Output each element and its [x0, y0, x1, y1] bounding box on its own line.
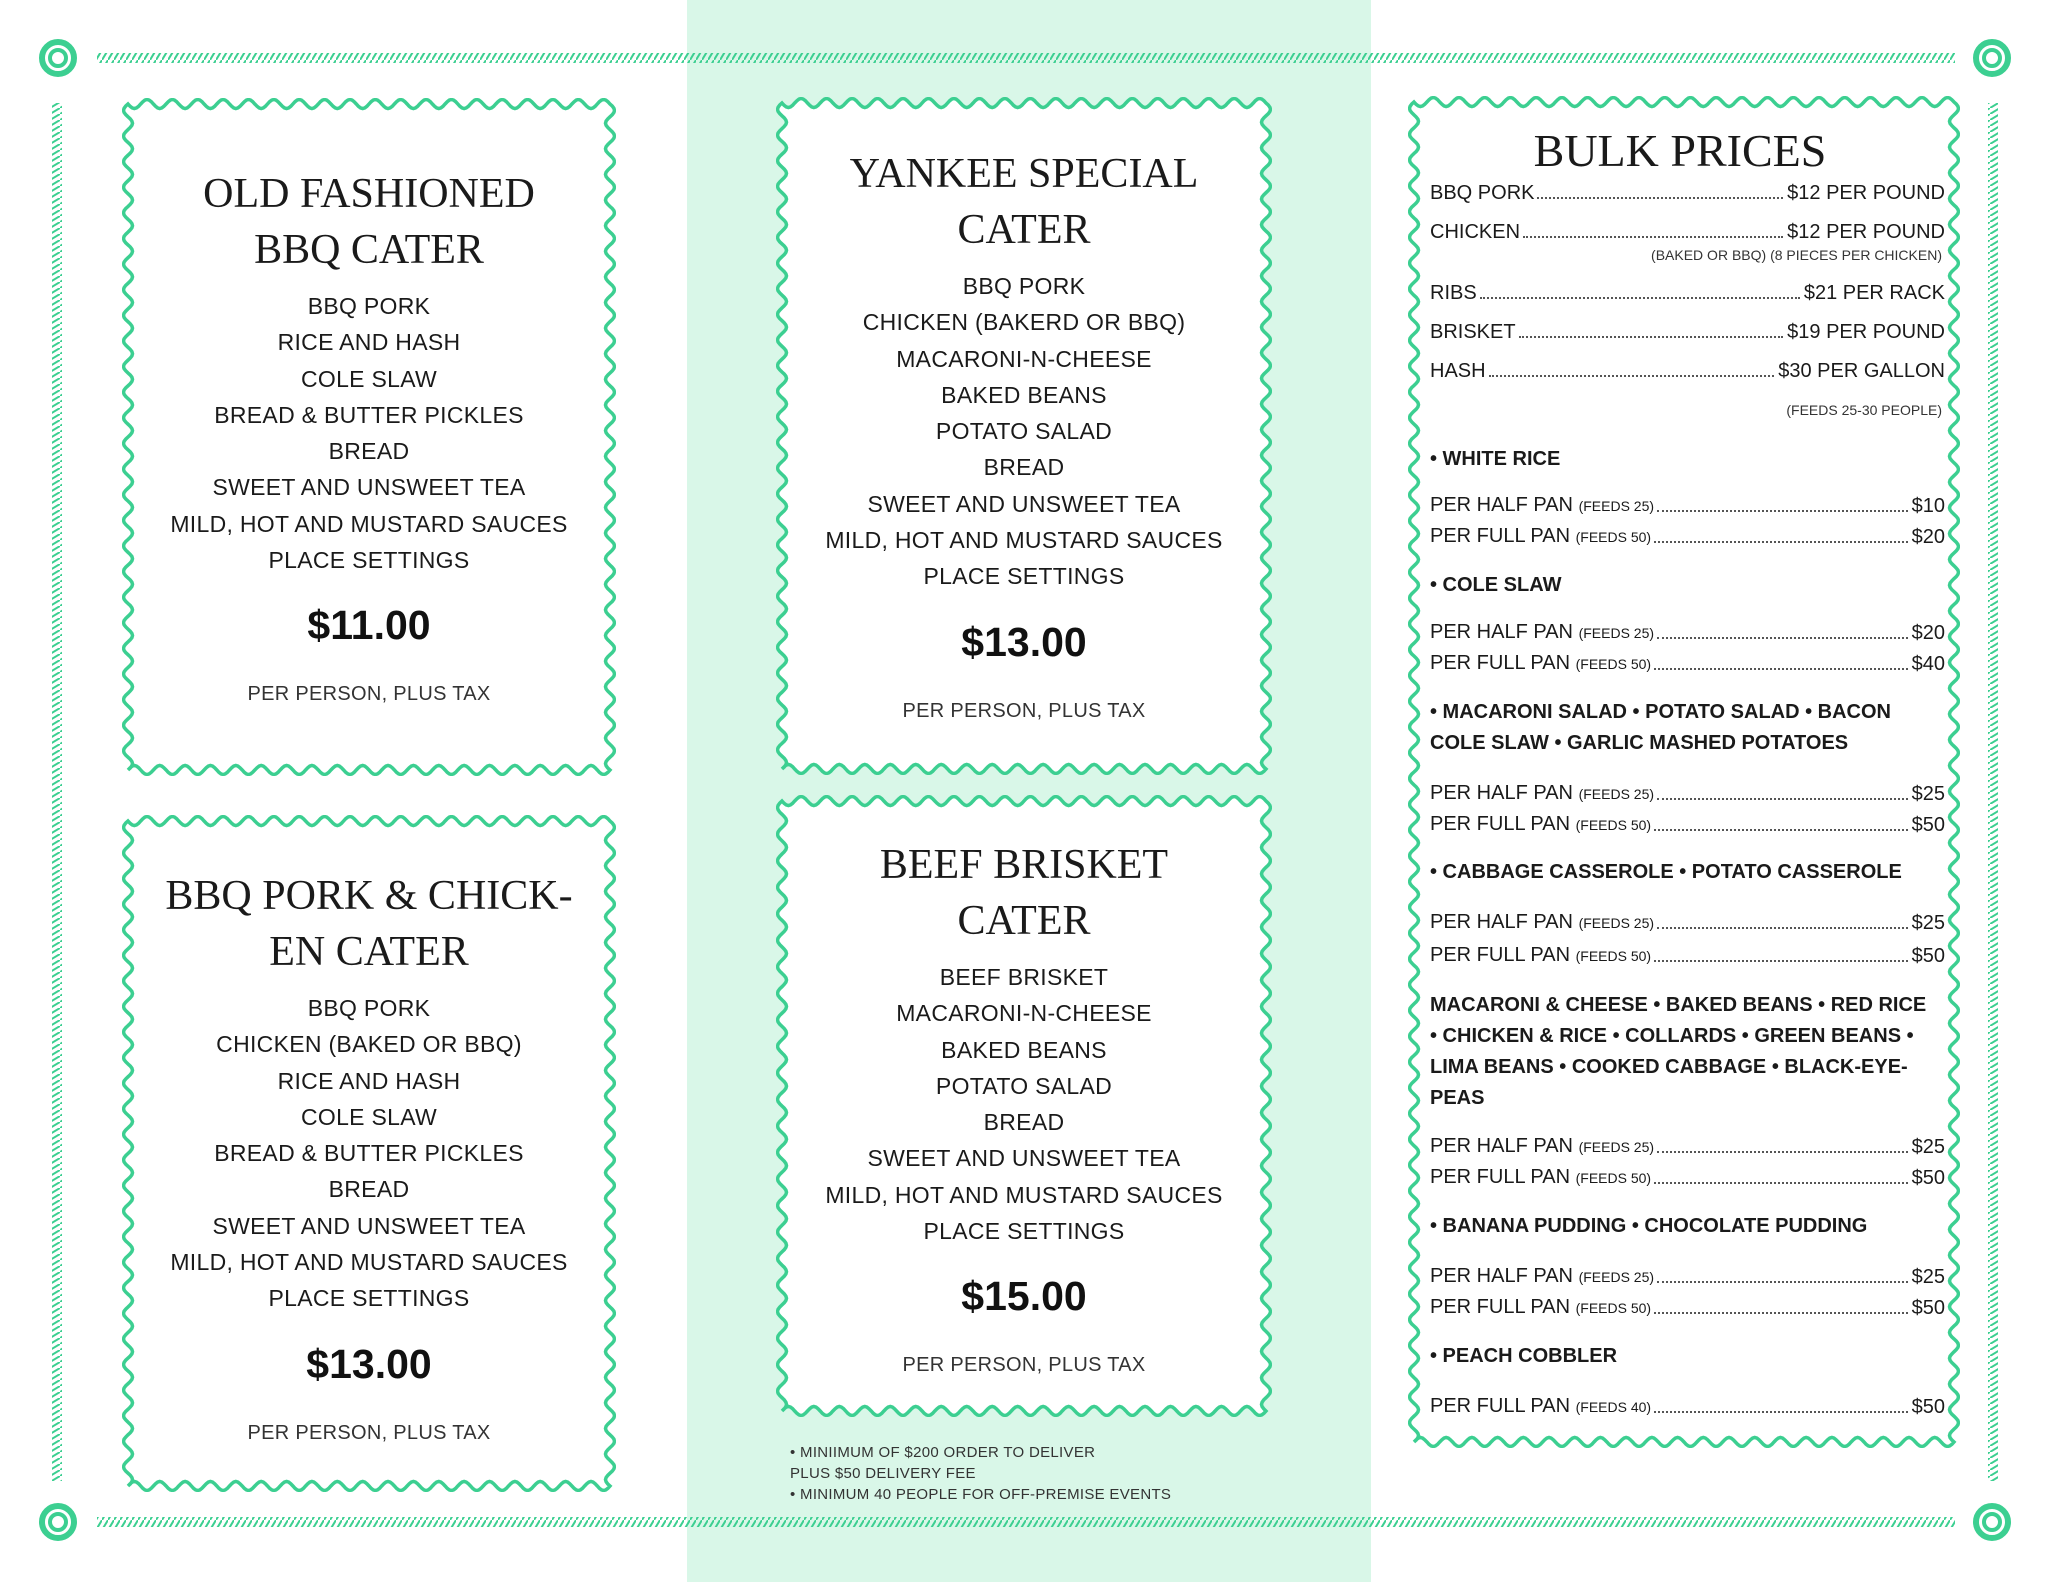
bulk-pan-row: PER FULL PAN (FEEDS 50) $20 [1430, 525, 1945, 548]
cater-item-list [776, 959, 1272, 1249]
cater-item: MILD, HOT AND MUSTARD SAUCES [170, 510, 568, 537]
cater-card-yankee-special [776, 97, 1272, 775]
bulk-side-heading: • WHITE RICE [1430, 448, 1561, 470]
bulk-pan-row: PER FULL PAN (FEEDS 50) $40 [1430, 652, 1945, 675]
cater-item: CHICKEN (BAKED OR BBQ) [216, 1031, 522, 1058]
bulk-pan-row: PER FULL PAN (FEEDS 50) $50 [1430, 813, 1945, 836]
cater-item: MILD, HOT AND MUSTARD SAUCES [825, 527, 1223, 554]
bulk-side-heading: • COLE SLAW [1430, 574, 1562, 596]
cater-item: COLE SLAW [300, 1103, 438, 1130]
cater-item: MILD, HOT AND MUSTARD SAUCES [825, 1181, 1223, 1208]
cater-item: PLACE SETTINGS [268, 547, 470, 574]
cater-card-beef-brisket [776, 795, 1272, 1417]
cater-title: OLD FASHIONED BBQ CATER [203, 171, 535, 273]
bulk-meat-row: BBQ PORK $12 PER POUND [1430, 182, 1945, 204]
cater-item: MACARONI-N-CHEESE [896, 345, 1152, 372]
bulk-pan-row: PER HALF PAN (FEEDS 25) $25 [1430, 911, 1945, 934]
bulk-meat-note: (FEEDS 25-30 PEOPLE) [1786, 402, 1942, 418]
bulk-pan-row: PER HALF PAN (FEEDS 25) $25 [1430, 782, 1945, 805]
bulk-pan-row: PER FULL PAN (FEEDS 50) $50 [1430, 1166, 1945, 1189]
cater-price-note: PER PERSON, PLUS TAX [902, 1354, 1146, 1377]
cater-price: $13.00 [306, 1340, 432, 1387]
cater-price-note: PER PERSON, PLUS TAX [902, 699, 1146, 722]
cater-item: POTATO SALAD [935, 418, 1113, 445]
cater-item: BAKED BEANS [941, 1036, 1107, 1063]
cater-price: $11.00 [307, 602, 431, 649]
cater-item: PLACE SETTINGS [923, 1218, 1125, 1245]
cater-item: BREAD [983, 454, 1065, 481]
bulk-meat-row: HASH $30 PER GALLON [1430, 360, 1945, 382]
bulk-pan-row: PER HALF PAN (FEEDS 25) $25 [1430, 1265, 1945, 1288]
cater-item: BREAD [328, 1176, 410, 1203]
delivery-note: • MINIMUM 40 PEOPLE FOR OFF-PREMISE EVENTS [790, 1486, 1172, 1503]
bulk-prices-title: BULK PRICES [1533, 125, 1827, 176]
bulk-side-heading: • MACARONI SALAD • POTATO SALAD • BACON COLE SLAW • GARLIC MASHED POTATOES [1430, 701, 1891, 754]
bulk-meat-row: CHICKEN $12 PER POUND [1430, 221, 1945, 243]
cater-item: MILD, HOT AND MUSTARD SAUCES [170, 1249, 568, 1276]
cater-item: BBQ PORK [307, 995, 431, 1021]
bulk-pan-row: PER HALF PAN (FEEDS 25) $25 [1430, 1135, 1945, 1158]
cater-title: BEEF BRISKET CATER [879, 842, 1169, 944]
cater-item: SWEET AND UNSWEET TEA [867, 1145, 1181, 1172]
bulk-pan-row: PER FULL PAN (FEEDS 40) $50 [1430, 1395, 1945, 1418]
cater-item: POTATO SALAD [935, 1072, 1113, 1099]
cater-item: BBQ PORK [962, 273, 1086, 299]
cater-item: CHICKEN (BAKERD OR BBQ) [862, 309, 1186, 336]
cater-item: RICE AND HASH [277, 329, 461, 356]
bulk-pan-row: PER FULL PAN (FEEDS 50) $50 [1430, 1296, 1945, 1319]
bulk-side-heading: • CABBAGE CASSEROLE • POTATO CASSEROLE [1430, 861, 1902, 883]
cater-item: BEEF BRISKET [939, 964, 1109, 990]
cater-item-list [776, 268, 1272, 595]
bulk-pan-row: PER FULL PAN (FEEDS 50) $50 [1430, 944, 1945, 967]
cater-item: BBQ PORK [307, 293, 431, 319]
delivery-notes [790, 1442, 1171, 1505]
cater-item: PLACE SETTINGS [923, 563, 1125, 590]
cater-price-note: PER PERSON, PLUS TAX [247, 683, 491, 706]
bulk-meat-row: RIBS $21 PER RACK [1430, 282, 1945, 304]
cater-card-old-fashioned [122, 98, 616, 776]
cater-title: BBQ PORK & CHICK- EN CATER [165, 873, 573, 975]
cater-item: BREAD [983, 1109, 1065, 1136]
bulk-side-heading: • BANANA PUDDING • CHOCOLATE PUDDING [1430, 1215, 1868, 1237]
bulk-meat-note: (BAKED OR BBQ) (8 PIECES PER CHICKEN) [1651, 247, 1942, 263]
cater-item: MACARONI-N-CHEESE [896, 1000, 1152, 1027]
cater-item: SWEET AND UNSWEET TEA [867, 490, 1181, 517]
delivery-note: • MINIIMUM OF $200 ORDER TO DELIVER [790, 1444, 1096, 1461]
cater-price: $15.00 [961, 1273, 1087, 1320]
cater-price-note: PER PERSON, PLUS TAX [247, 1421, 491, 1444]
cater-title: YANKEE SPECIAL CATER [849, 151, 1199, 253]
cater-item: BREAD & BUTTER PICKLES [214, 1140, 524, 1167]
cater-item: BAKED BEANS [941, 381, 1107, 408]
cater-item-list [122, 288, 616, 578]
cater-item: SWEET AND UNSWEET TEA [212, 474, 526, 501]
cater-price: $13.00 [961, 618, 1087, 665]
cater-item: RICE AND HASH [277, 1067, 461, 1094]
cater-item-list [122, 990, 616, 1317]
cater-card-bbq-pork-chicken [122, 815, 616, 1492]
delivery-note: PLUS $50 DELIVERY FEE [790, 1465, 976, 1482]
cater-item: BREAD & BUTTER PICKLES [214, 401, 524, 428]
cater-item: BREAD [328, 438, 410, 465]
bulk-meat-row: BRISKET $19 PER POUND [1430, 321, 1945, 343]
cater-item: SWEET AND UNSWEET TEA [212, 1212, 526, 1239]
bulk-pan-row: PER HALF PAN (FEEDS 25) $10 [1430, 494, 1945, 517]
bulk-side-heading: MACARONI & CHEESE • BAKED BEANS • RED RICE • CHICKEN & RICE • COLLARDS • GREEN BEANS • LIMA BEANS • COOKED CABBAGE • BLACK-EYE- PEAS [1430, 994, 1927, 1109]
cater-item: COLE SLAW [300, 365, 438, 392]
cater-item: PLACE SETTINGS [268, 1285, 470, 1312]
bulk-side-heading: • PEACH COBBLER [1430, 1345, 1618, 1367]
bulk-pan-row: PER HALF PAN (FEEDS 25) $20 [1430, 621, 1945, 644]
